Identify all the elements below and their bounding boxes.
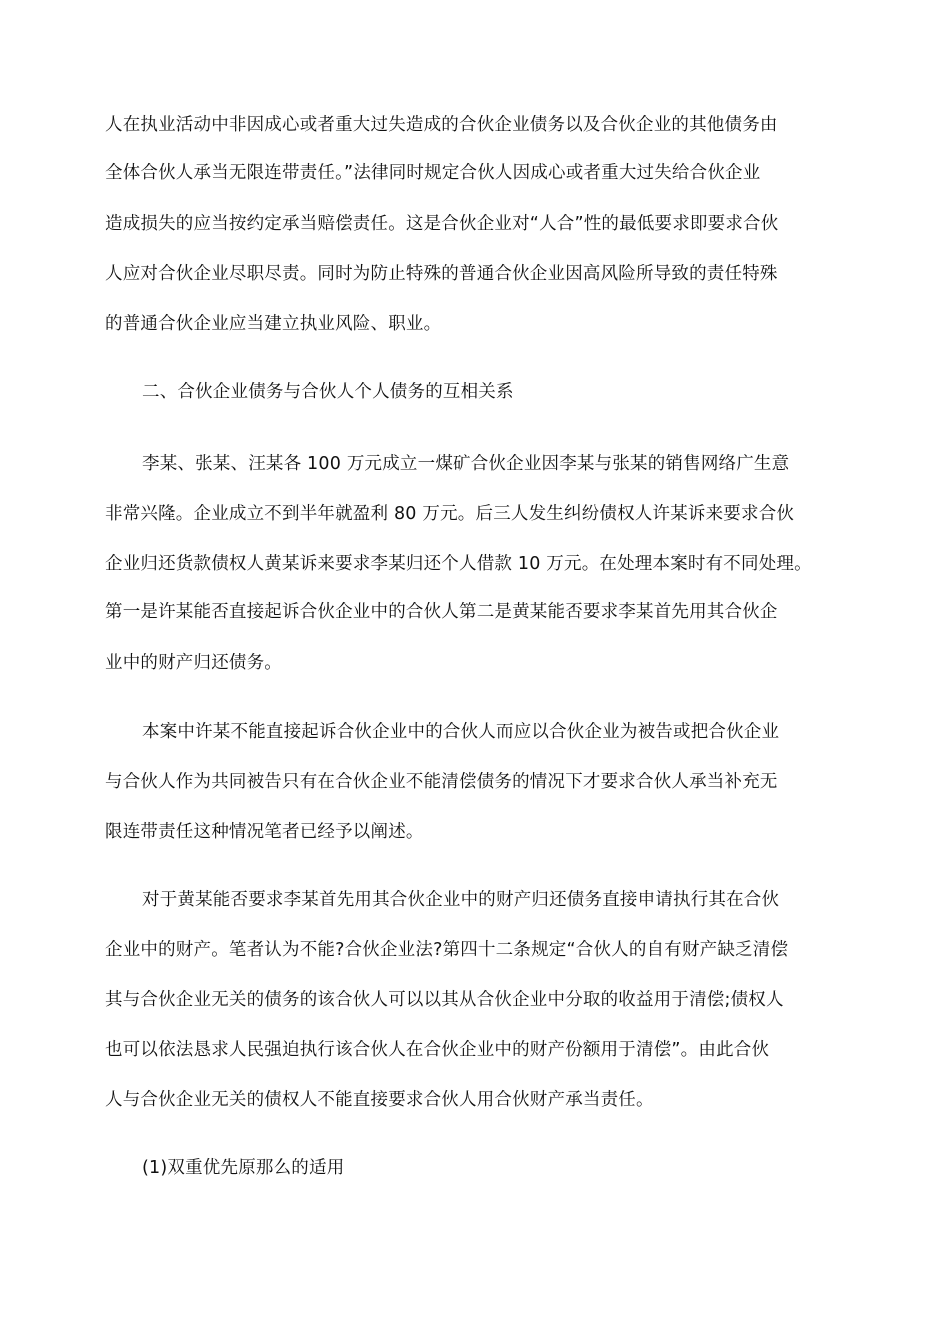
text-line: 本案中许某不能直接起诉合伙企业中的合伙人而应以合伙企业为被告或把合伙企业 <box>142 722 780 742</box>
text-line: 非常兴隆。企业成立不到半年就盈利 80 万元。后三人发生纠纷债权人许某诉来要求合伙 <box>105 504 795 524</box>
text-line: 企业归还货款债权人黄某诉来要求李某归还个人借款 10 万元。在处理本案时有不同处理。 <box>105 554 812 574</box>
text-line: 限连带责任这种情况笔者已经予以阐述。 <box>105 822 424 842</box>
text-line: 造成损失的应当按约定承当赔偿责任。这是合伙企业对“人合”性的最低要求即要求合伙 <box>105 214 779 234</box>
text-line: 人在执业活动中非因成心或者重大过失造成的合伙企业债务以及合伙企业的其他债务由 <box>105 115 778 135</box>
text-line: 人应对合伙企业尽职尽责。同时为防止特殊的普通合伙企业因高风险所导致的责任特殊 <box>105 264 778 284</box>
text-line: 与合伙人作为共同被告只有在合伙企业不能清偿债务的情况下才要求合伙人承当补充无 <box>105 772 778 792</box>
text-line: 人与合伙企业无关的债权人不能直接要求合伙人用合伙财产承当责任。 <box>105 1090 654 1110</box>
text-line: 也可以依法恳求人民强迫执行该合伙人在合伙企业中的财产份额用于清偿”。由此合伙 <box>105 1040 770 1060</box>
text-line: 的普通合伙企业应当建立执业风险、职业。 <box>105 314 442 334</box>
text-line: 业中的财产归还债务。 <box>105 653 282 673</box>
text-line: 李某、张某、汪某各 100 万元成立一煤矿合伙企业因李某与张某的销售网络广生意 <box>142 454 790 474</box>
text-line: 对于黄某能否要求李某首先用其合伙企业中的财产归还债务直接申请执行其在合伙 <box>142 890 780 910</box>
section-heading: 二、合伙企业债务与合伙人个人债务的互相关系 <box>142 382 514 402</box>
text-line: 第一是许某能否直接起诉合伙企业中的合伙人第二是黄某能否要求李某首先用其合伙企 <box>105 602 778 622</box>
text-line: 其与合伙企业无关的债务的该合伙人可以以其从合伙企业中分取的收益用于清偿;债权人 <box>105 990 784 1010</box>
text-line: 企业中的财产。笔者认为不能?合伙企业法?第四十二条规定“合伙人的自有财产缺乏清偿 <box>105 940 789 960</box>
subsection-heading: (1)双重优先原那么的适用 <box>142 1158 345 1178</box>
text-line: 全体合伙人承当无限连带责任。”法律同时规定合伙人因成心或者重大过失给合伙企业 <box>105 163 761 183</box>
